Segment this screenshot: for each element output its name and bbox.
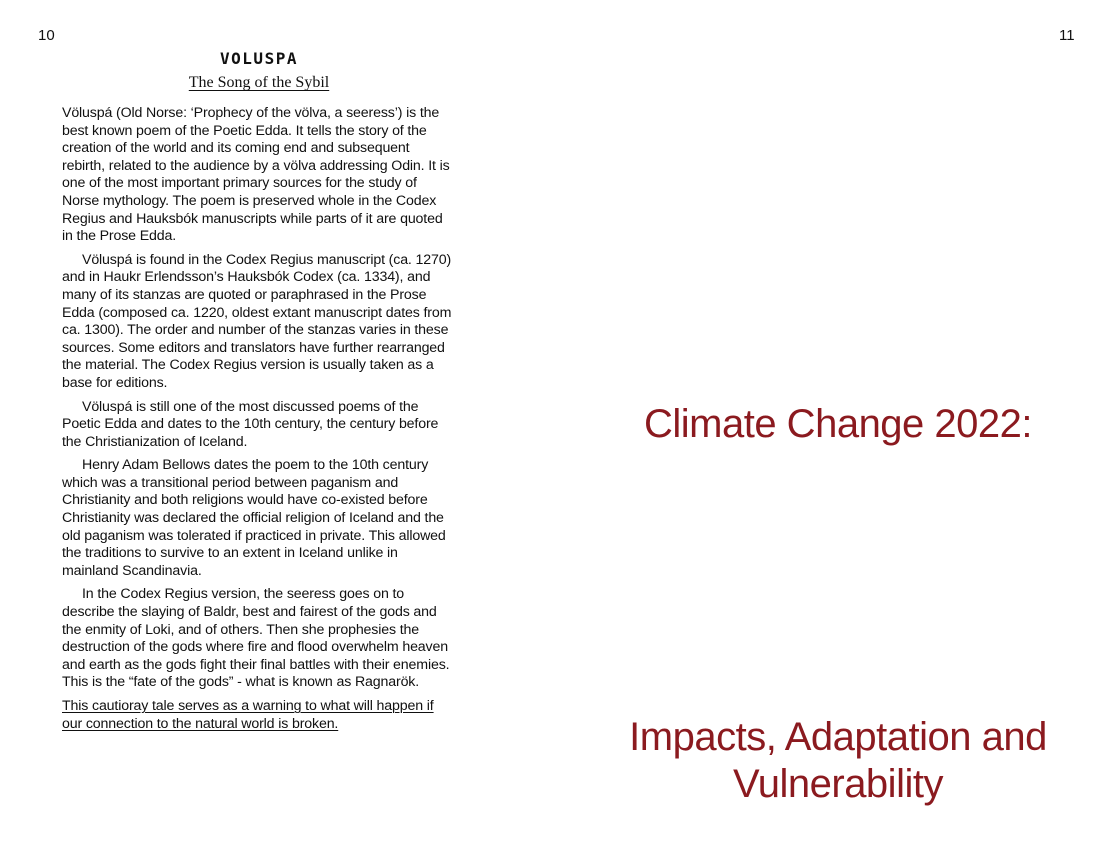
paragraph-2: Völuspá is found in the Codex Regius manuscript (ca. 1270) and in Haukr Erlendsson’s Hauksbók Codex (ca. 1334), and many of its stanzas are quoted or paraphrased in the Prose Edda (composed ca. 1220, oldest extant manuscript dates from ca. 1300). The order and number of the stanzas varies in these sources. Some editors and translators have further rearranged the material. The Codex Regius version is usually taken as a base for editions. (62, 251, 452, 391)
closing-statement: This cautioray tale serves as a warning to what will happen if our connection to the natural world is broken. (62, 698, 434, 732)
left-page-column (62, 48, 456, 739)
poem-subtitle-wrap (62, 72, 456, 94)
poem-subtitle: The Song of the Sybil (188, 74, 330, 91)
paragraph-4: Henry Adam Bellows dates the poem to the 10th century which was a transitional period between paganism and Christianity and both religions would have co-existed before Christianity was declared the official religion of Iceland and the old paganism was tolerated if practiced in private. This allowed the traditions to survive to an extent in Iceland unlike in mainland Scandinavia. (62, 457, 446, 579)
paragraph-5: In the Codex Regius version, the seeress goes on to describe the slaying of Baldr, best and fairest of the gods and the enmity of Loki, and of others. Then she prophesies the destruction of the gods where fire and flood overwhelm heaven and earth as the gods fight their final battles with their enemies. This is the “fate of the gods” - what is known as Ragnarök. (62, 586, 450, 691)
poem-title: VOLUSPA (220, 49, 298, 68)
paragraph-1: Völuspá (Old Norse: ‘Prophecy of the völva, a seeress’) is the best known poem of the Poetic Edda. It tells the story of the creation of the world and its coming end and subsequent rebirth, related to the audience by a völva addressing Odin. It is one of the most important primary sources for the study of Norse mythology. The poem is preserved whole in the Codex Regius and Hauksbók manuscripts while parts of it are quoted in the Prose Edda. (62, 105, 450, 245)
paragraph-3: Völuspá is still one of the most discussed poems of the Poetic Edda and dates to the 10th century, the century before the Christianization of Iceland. (62, 398, 439, 450)
page-number-left: 10 (38, 27, 55, 44)
report-subtitle: Impacts, Adaptation and Vulnerability (629, 715, 1047, 806)
report-title: Climate Change 2022: (643, 402, 1033, 446)
page-number-right: 11 (1059, 27, 1075, 44)
